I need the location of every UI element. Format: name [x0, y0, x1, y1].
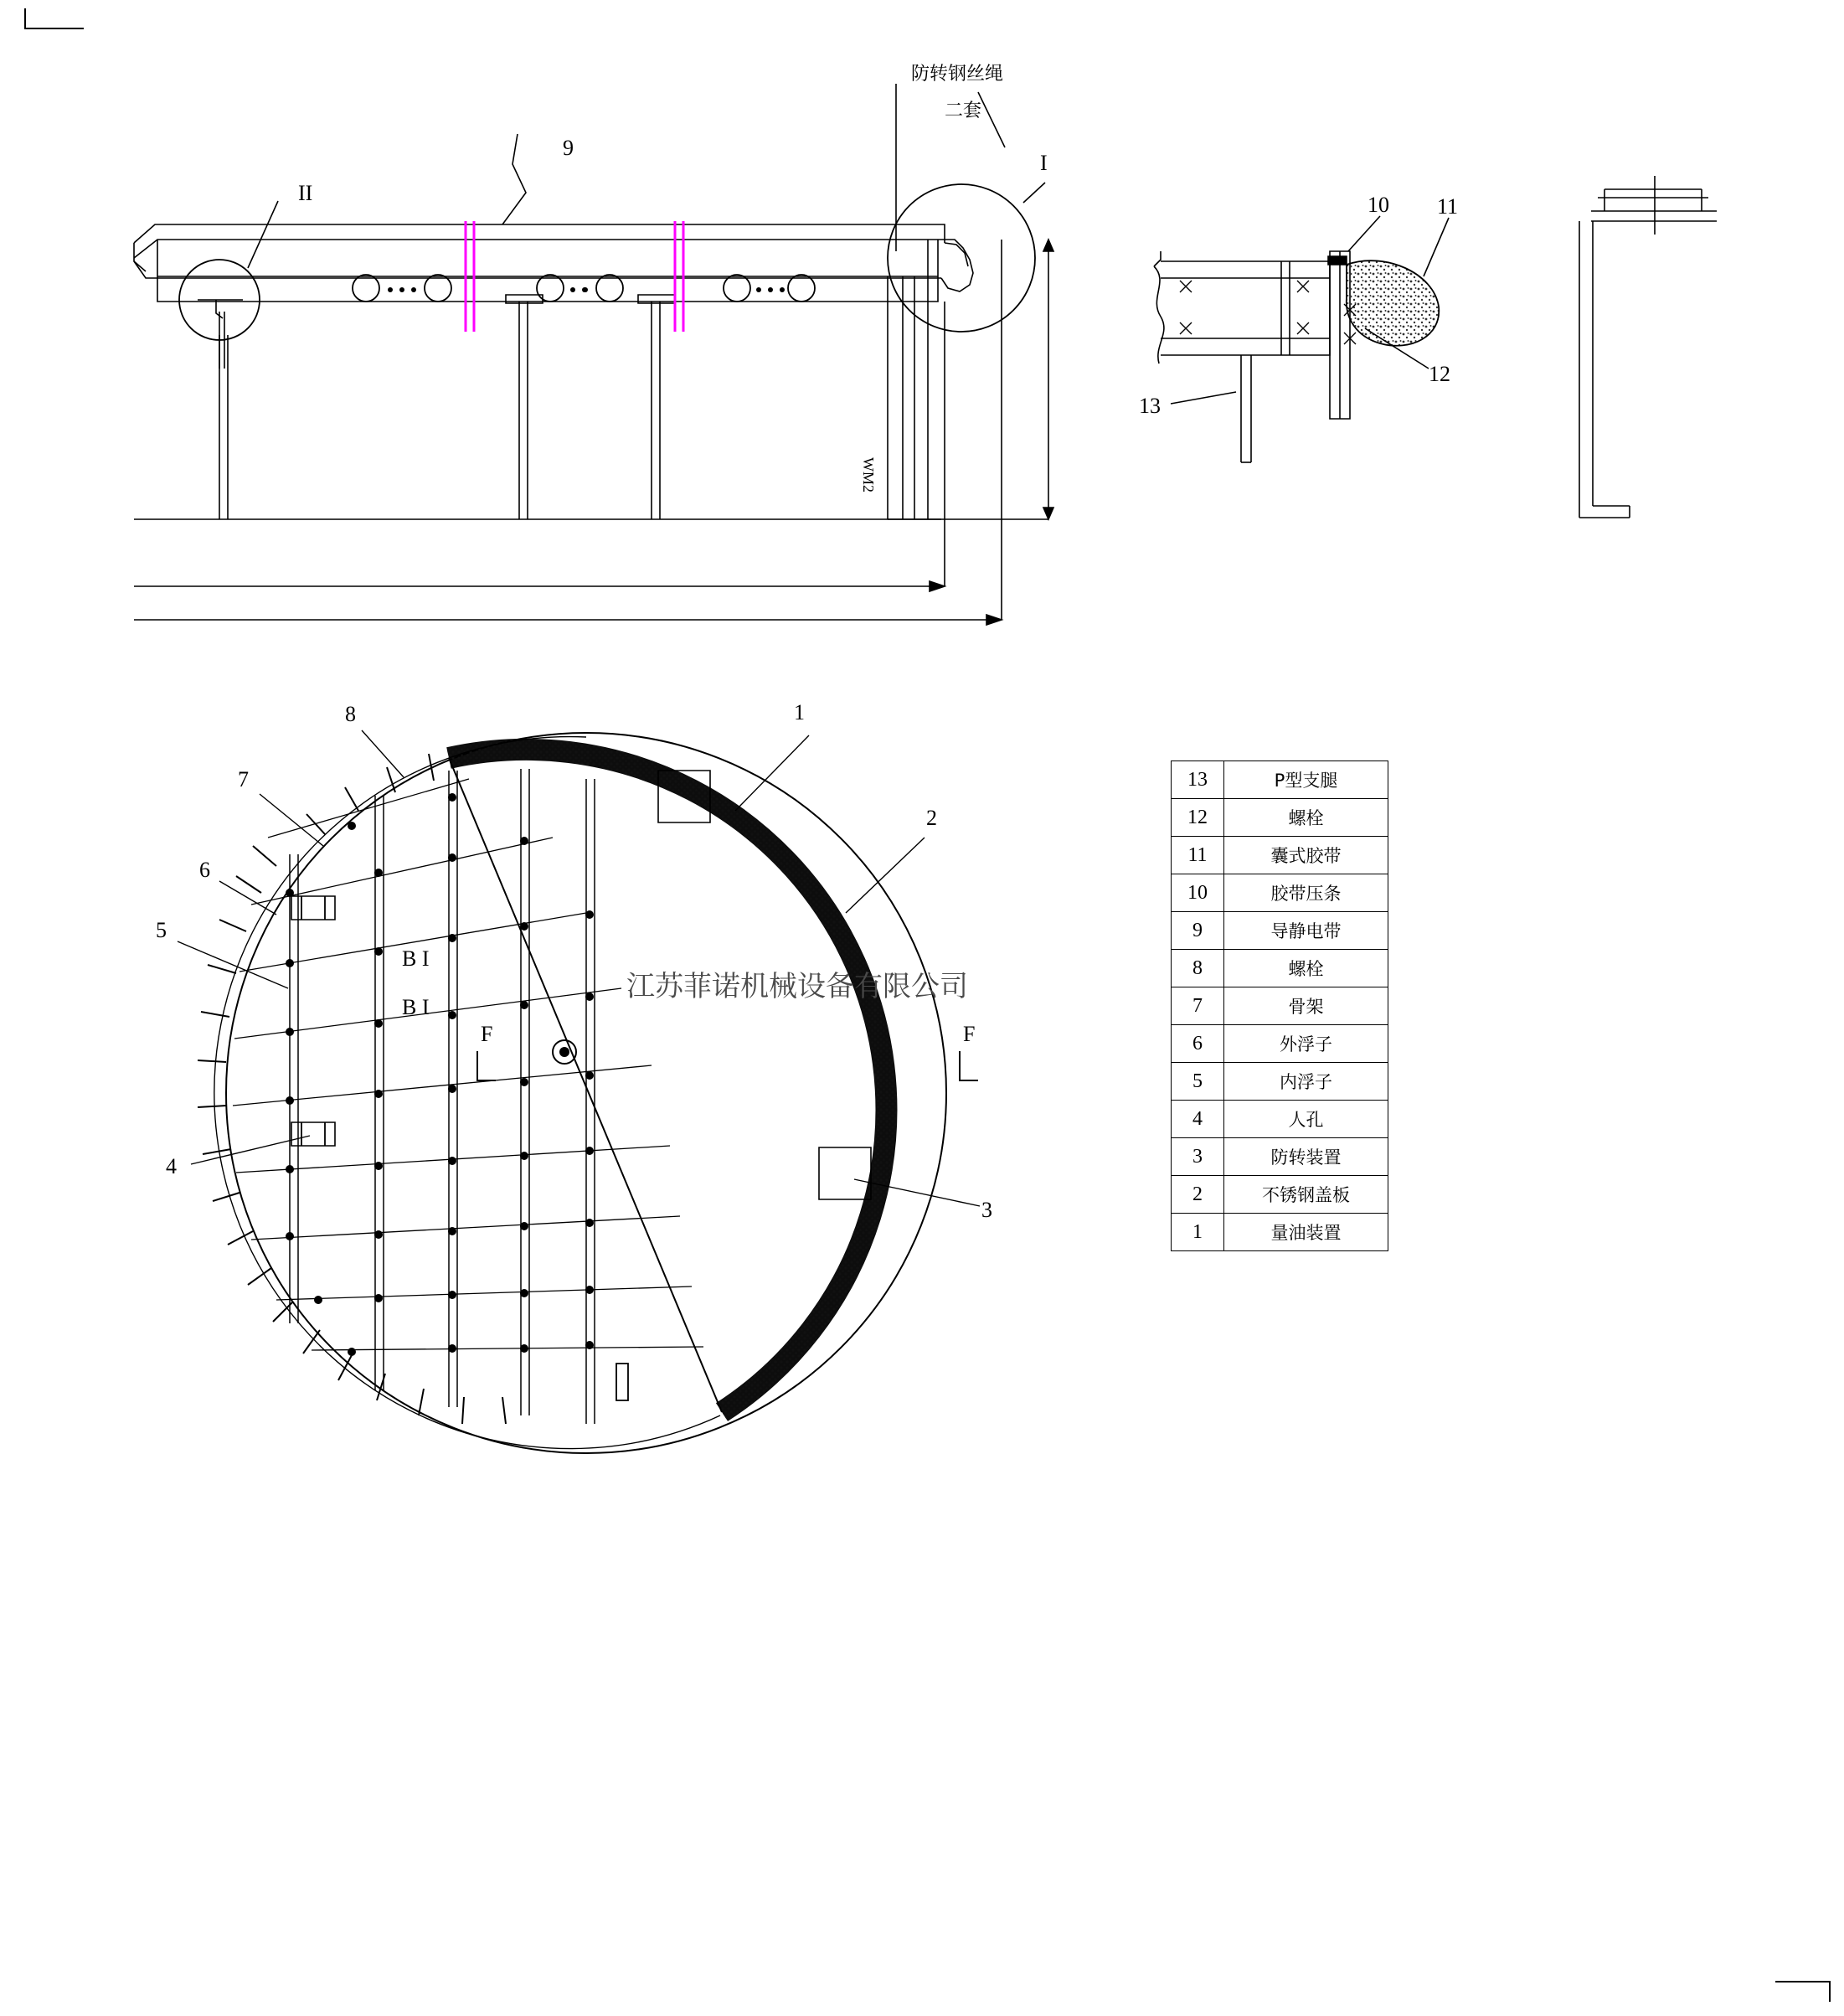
grid-label-b1-upper: B I	[402, 946, 430, 971]
part-number-cell: 13	[1172, 761, 1224, 799]
part-number-cell: 4	[1172, 1101, 1224, 1138]
callout-13: 13	[1139, 394, 1161, 418]
table-row	[1172, 837, 1388, 874]
part-number-cell: 2	[1172, 1176, 1224, 1214]
section-marker-f-right: F	[963, 1022, 976, 1046]
callout-7: 7	[238, 767, 249, 791]
annotation-anti-rotation-rope: 防转钢丝绳	[911, 64, 1004, 85]
part-number-cell: 1	[1172, 1214, 1224, 1251]
table-row	[1172, 1063, 1388, 1101]
callout-1: 1	[794, 700, 805, 724]
part-name-cell: 防转装置	[1224, 1138, 1388, 1176]
part-name-cell: 螺栓	[1224, 799, 1388, 837]
grid-label-b1-lower: B I	[402, 995, 430, 1019]
annotation-two-sets: 二套	[945, 101, 982, 121]
part-number-cell: 3	[1172, 1138, 1224, 1176]
table-row	[1172, 874, 1388, 912]
parts-list-body	[1172, 761, 1388, 1251]
callout-6: 6	[199, 858, 210, 882]
part-number-cell: 12	[1172, 799, 1224, 837]
part-name-cell: 导静电带	[1224, 912, 1388, 950]
part-number-cell: 11	[1172, 837, 1224, 874]
part-number-cell: 8	[1172, 950, 1224, 987]
table-row	[1172, 950, 1388, 987]
callout-11: 11	[1437, 194, 1459, 219]
vertical-small-text: WM2	[860, 457, 877, 492]
callout-3: 3	[981, 1198, 992, 1222]
table-row	[1172, 987, 1388, 1025]
parts-list-table	[1171, 761, 1388, 1251]
detail-marker-I: I	[1040, 151, 1048, 175]
part-name-cell: 人孔	[1224, 1101, 1388, 1138]
table-row	[1172, 1214, 1388, 1251]
callout-5: 5	[156, 918, 167, 942]
table-row	[1172, 799, 1388, 837]
part-number-cell: 5	[1172, 1063, 1224, 1101]
detail-marker-II: II	[298, 181, 313, 205]
table-row	[1172, 1138, 1388, 1176]
part-number-cell: 6	[1172, 1025, 1224, 1063]
callout-9: 9	[563, 136, 574, 160]
callout-8: 8	[345, 702, 356, 726]
part-name-cell: 外浮子	[1224, 1025, 1388, 1063]
part-number-cell: 10	[1172, 874, 1224, 912]
part-name-cell: 量油装置	[1224, 1214, 1388, 1251]
table-row	[1172, 1101, 1388, 1138]
part-name-cell: 不锈钢盖板	[1224, 1176, 1388, 1214]
part-name-cell: P型支腿	[1224, 761, 1388, 799]
callout-4: 4	[166, 1154, 177, 1178]
part-name-cell: 骨架	[1224, 987, 1388, 1025]
part-number-cell: 7	[1172, 987, 1224, 1025]
callout-12: 12	[1429, 362, 1450, 386]
table-row	[1172, 1176, 1388, 1214]
table-row	[1172, 912, 1388, 950]
part-number-cell: 9	[1172, 912, 1224, 950]
part-name-cell: 螺栓	[1224, 950, 1388, 987]
callout-2: 2	[926, 806, 937, 830]
part-name-cell: 胶带压条	[1224, 874, 1388, 912]
part-name-cell: 内浮子	[1224, 1063, 1388, 1101]
part-name-cell: 囊式胶带	[1224, 837, 1388, 874]
table-row	[1172, 761, 1388, 799]
section-marker-f-left: F	[481, 1022, 493, 1046]
company-watermark: 江苏菲诺机械设备有限公司	[626, 970, 968, 1003]
callout-10: 10	[1368, 193, 1389, 217]
table-row	[1172, 1025, 1388, 1063]
